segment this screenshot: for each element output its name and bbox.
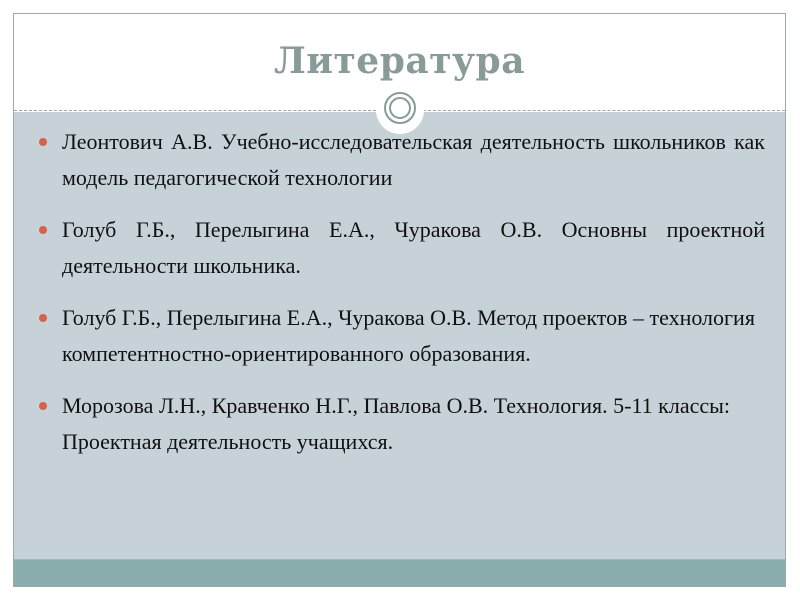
bibliography-item xyxy=(14,212,785,284)
bibliography-item xyxy=(14,300,785,372)
slide-footer-band xyxy=(14,559,785,587)
slide xyxy=(13,13,786,587)
circle-ornament-icon xyxy=(384,92,416,124)
bibliography-item-text: Голуб Г.Б., Перелыгина Е.А., Чуракова О.В. Метод проектов – технология компетентностно-ориентированного образования. xyxy=(62,305,755,366)
slide-title: Литература xyxy=(273,40,526,82)
bullet-icon xyxy=(39,314,47,322)
bullet-icon xyxy=(39,402,47,410)
bibliography-item xyxy=(14,388,785,460)
bullet-icon xyxy=(39,138,47,146)
bibliography-list xyxy=(14,124,785,460)
bibliography-item-text: Леонтович А.В. Учебно-исследовательская деятельность школьников как модель педагогической технологии xyxy=(62,129,765,190)
bibliography-item-text: Голуб Г.Б., Перелыгина Е.А., Чуракова О.В. Основны проектной деятельности школьника. xyxy=(62,217,765,278)
bibliography-item-text: Морозова Л.Н., Кравченко Н.Г., Павлова О.В. Технология. 5-11 классы: Проектная деятельность учащихся. xyxy=(62,393,731,454)
bullet-icon xyxy=(39,226,47,234)
bibliography-item xyxy=(14,124,785,196)
circle-ornament-inner-ring xyxy=(389,97,411,119)
